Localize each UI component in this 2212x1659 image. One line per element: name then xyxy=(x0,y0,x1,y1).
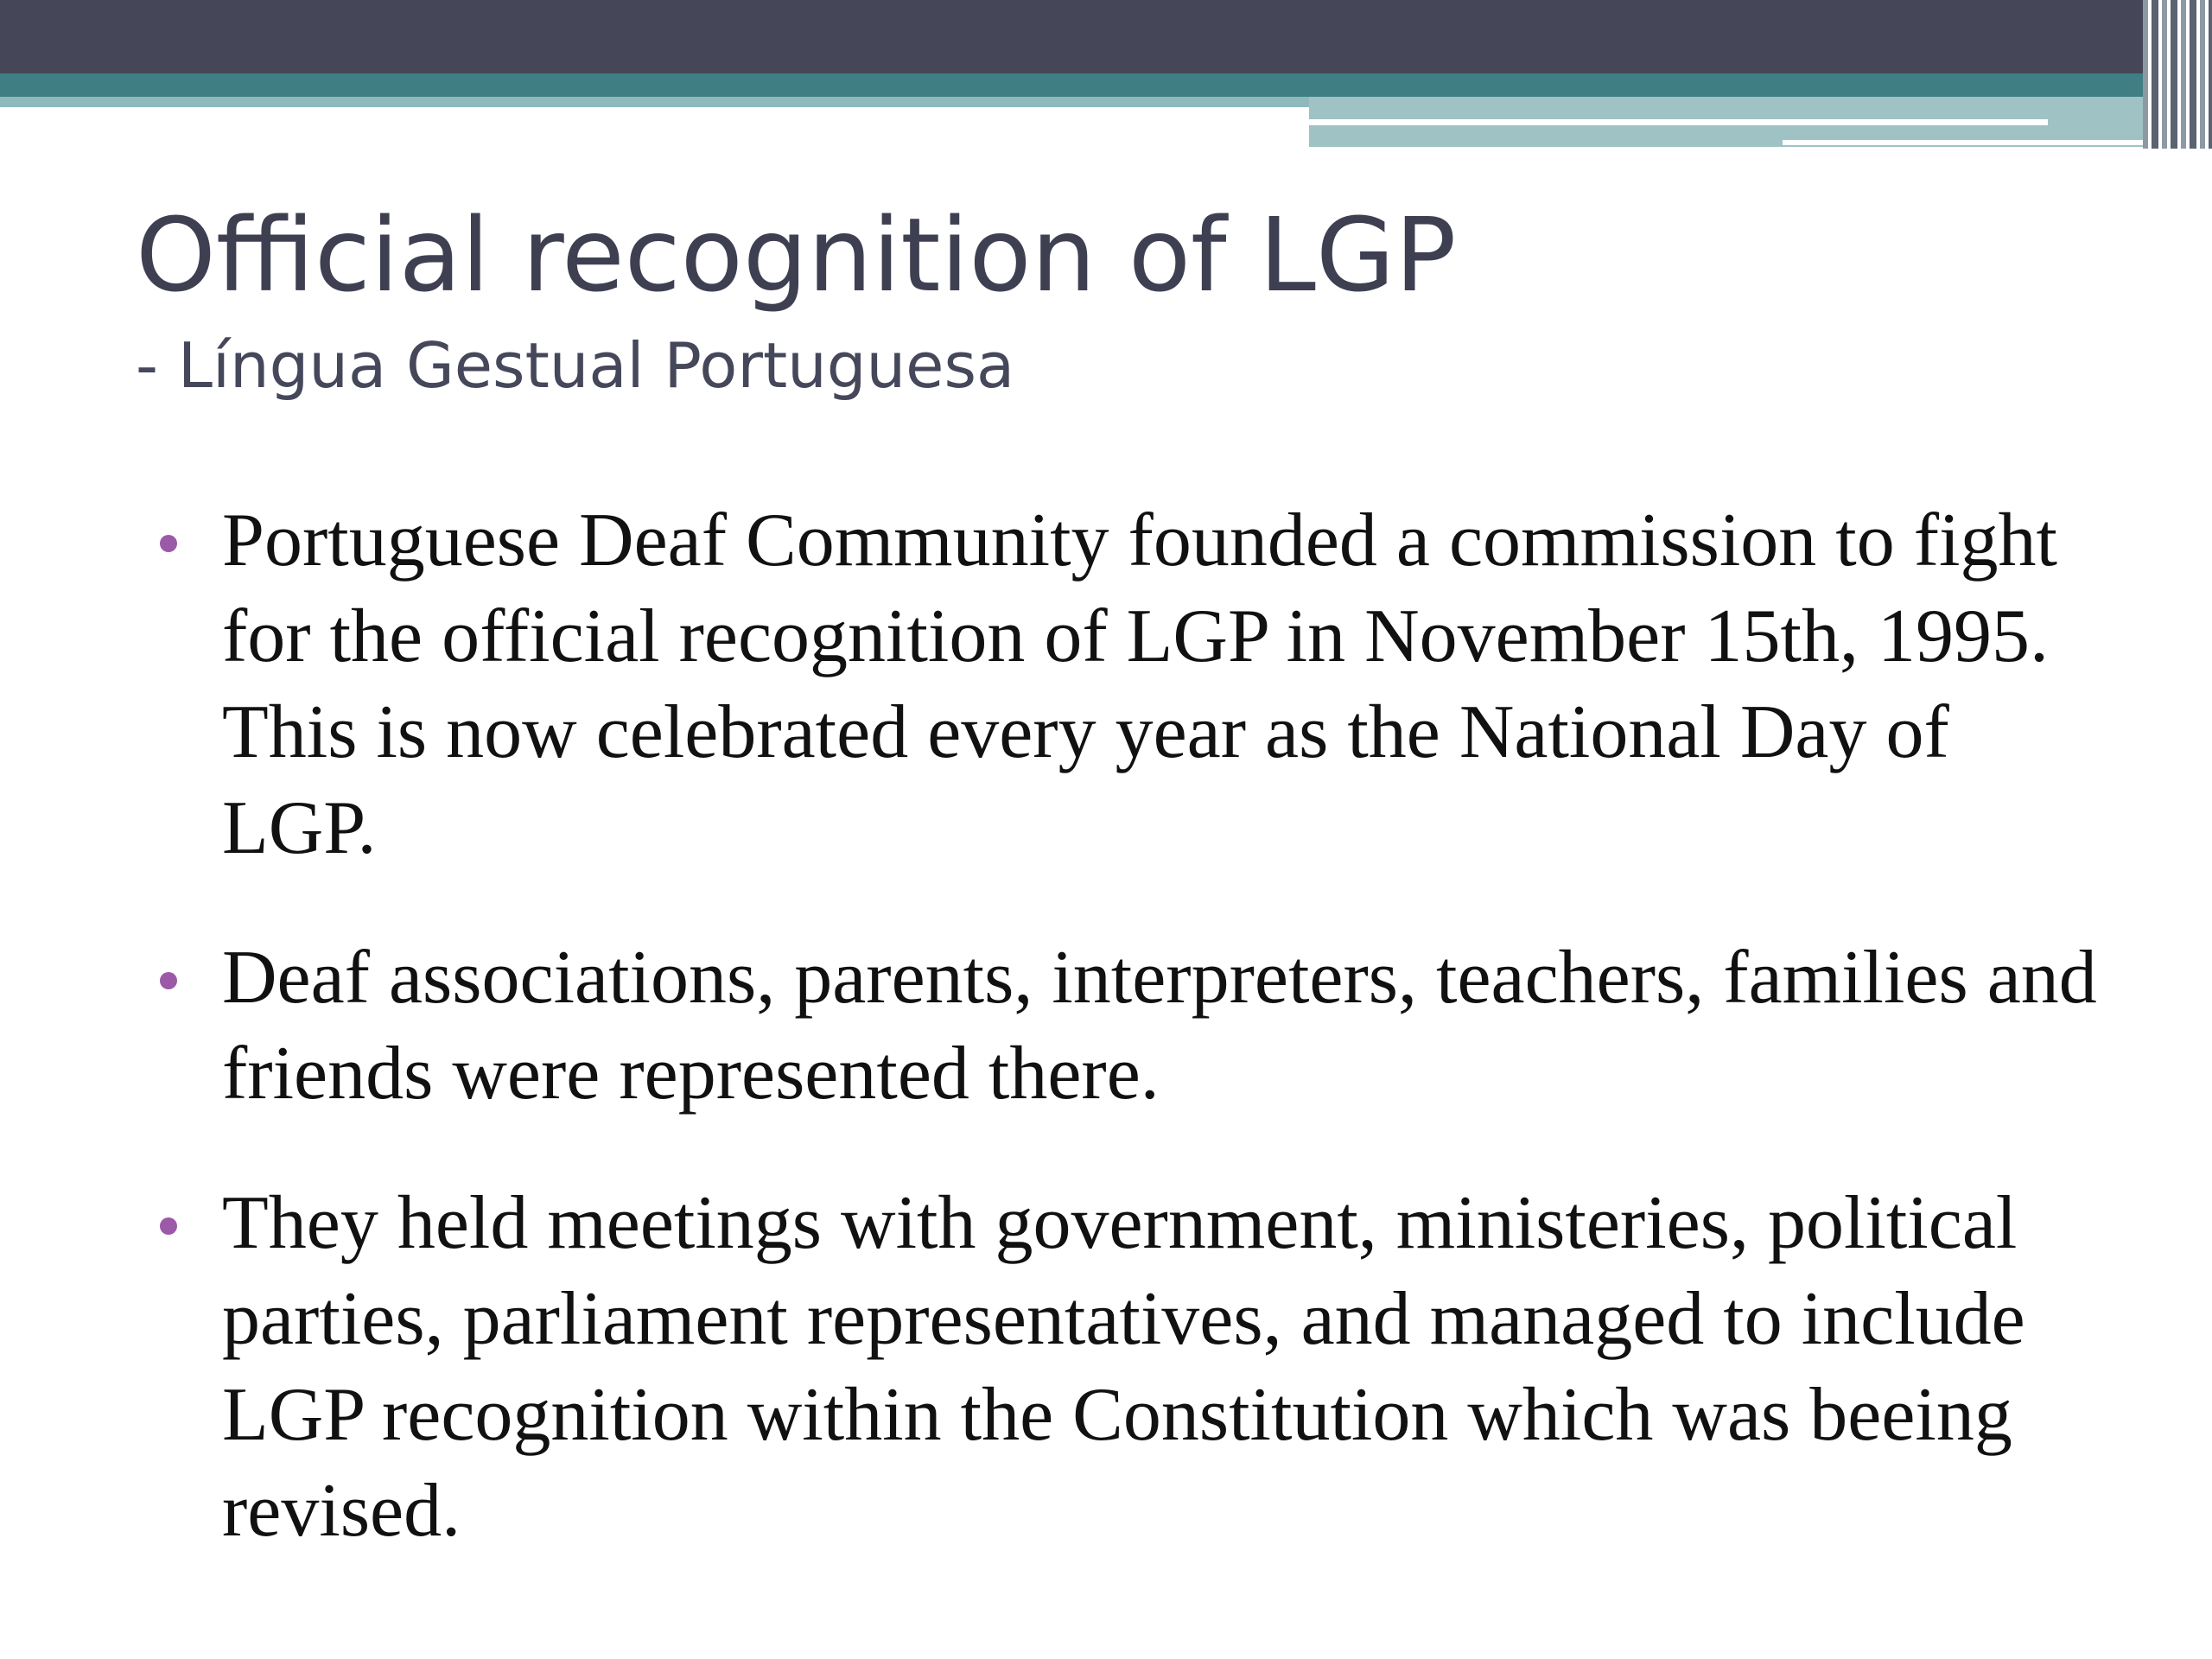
bullet-text: Portuguese Deaf Community founded a commission to fight for the official recognition of LGP in November 15th, 1995. This is now celebrated every year as the National Day of LGP. xyxy=(222,499,2057,870)
bullet-item xyxy=(160,930,2104,1122)
bullet-item xyxy=(160,1175,2104,1559)
slide-title: Official recognition of LGP xyxy=(136,195,1457,315)
slide-subtitle: - Língua Gestual Portuguesa xyxy=(136,329,1015,402)
bullet-text: They held meetings with government, ministeries, political parties, parliament representatives, and managed to include LGP recognition within the Constitution which was beeing revised. xyxy=(222,1181,2025,1553)
header-band-light-left xyxy=(0,97,1309,107)
header-band-teal xyxy=(0,73,2212,97)
header-right-stripes xyxy=(2143,0,2212,149)
bullet-item xyxy=(160,493,2104,876)
header-band-dark xyxy=(0,0,2212,73)
bullet-dot-icon xyxy=(160,972,177,989)
bullet-dot-icon xyxy=(160,535,177,552)
bullet-dot-icon xyxy=(160,1217,177,1235)
header-band-divider xyxy=(1309,119,2048,125)
bullet-list xyxy=(160,493,2104,1559)
bullet-text: Deaf associations, parents, interpreters, teachers, families and friends were represented there. xyxy=(222,936,2097,1116)
